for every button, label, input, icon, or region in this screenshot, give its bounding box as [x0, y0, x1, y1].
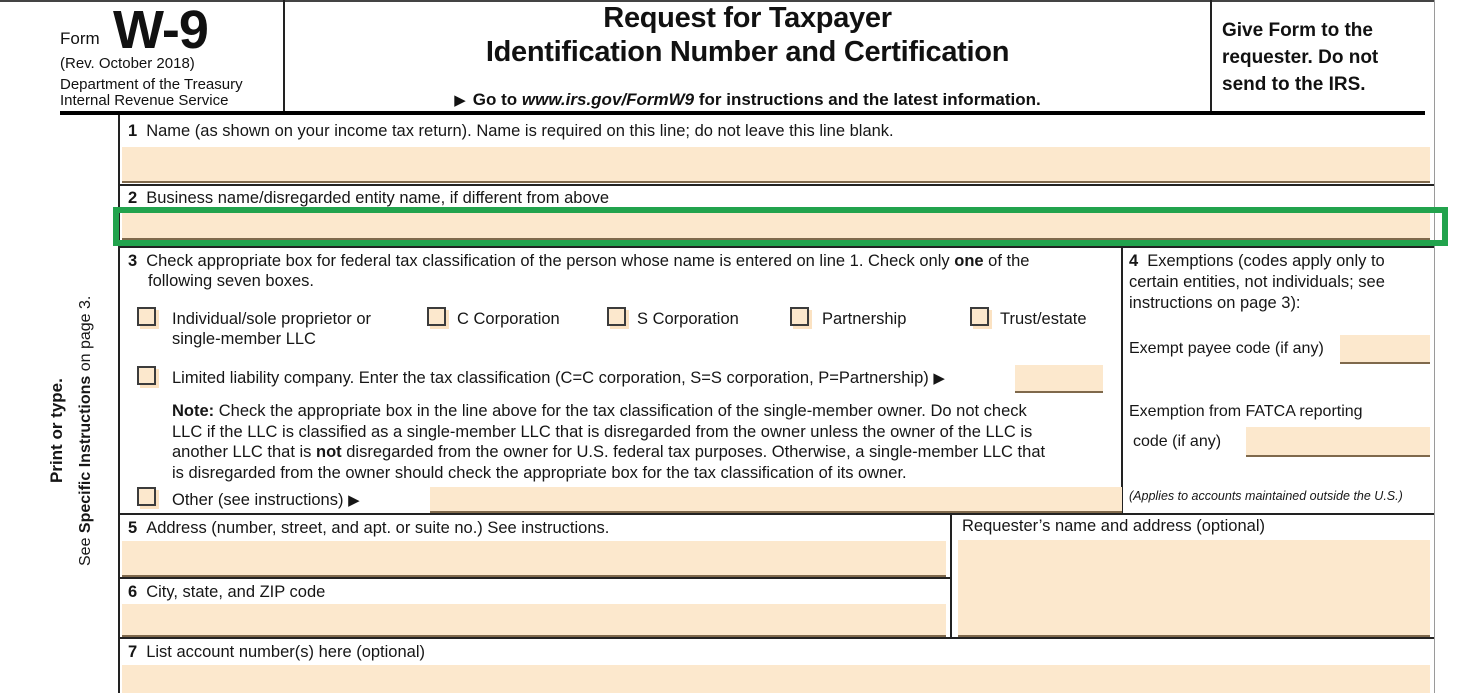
checkbox-individual-label-line1: Individual/sole proprietor or: [172, 310, 372, 328]
form-revision: (Rev. October 2018): [60, 55, 195, 72]
goto-instructions-line: [287, 90, 1208, 110]
checkbox-llc-label: Limited liability company. Enter the tax classification (C=C corporation, S=S corporation, P=Partnership) ▶: [172, 369, 945, 387]
fatca-label-line1: Exemption from FATCA reporting: [1129, 403, 1363, 420]
checkbox-trust-estate-label: Trust/estate: [1000, 310, 1087, 328]
fatca-label-line2: code (if any): [1133, 433, 1222, 450]
row-divider-2: [118, 246, 1434, 248]
form-left-border: [118, 115, 120, 693]
irs-url-text: www.irs.gov/FormW9: [521, 90, 695, 109]
other-input[interactable]: [430, 487, 1122, 513]
department-line: Department of the Treasury: [60, 76, 243, 93]
field4-number: 4: [1129, 252, 1139, 270]
row-divider-4: [118, 577, 950, 579]
see-instructions-text: See Specific Instructions on page 3.: [77, 295, 94, 567]
exempt-payee-code-input[interactable]: [1340, 335, 1430, 364]
checkbox-s-corporation[interactable]: [607, 307, 626, 326]
field2-label: 2 Business name/disregarded entity name, if different from above: [128, 189, 610, 207]
requester-label: Requester’s name and address (optional): [962, 517, 1265, 535]
field3-intro-line1: 3 Check appropriate box for federal tax classification of the person whose name is entered on line 1. Check only one of the: [128, 252, 1030, 270]
form-number-title: W-9: [113, 0, 208, 60]
service-line: Internal Revenue Service: [60, 92, 229, 109]
checkbox-other-label: Other (see instructions) ▶: [172, 491, 360, 509]
field1-label: 1 Name (as shown on your income tax return). Name is required on this line; do not leave this line blank.: [128, 122, 894, 140]
header-bottom-line: [60, 111, 1425, 115]
row-divider-5: [118, 637, 1434, 639]
goto-text-post: for instructions and the latest information.: [694, 90, 1041, 109]
checkbox-c-corporation[interactable]: [427, 307, 446, 326]
checkbox-other[interactable]: [137, 487, 156, 506]
fatca-code-input[interactable]: [1246, 427, 1430, 457]
llc-arrow-icon: ▶: [933, 370, 945, 387]
field3-number: 3: [128, 252, 138, 270]
field7-label: 7 List account number(s) here (optional): [128, 643, 425, 661]
header-divider-left: [283, 0, 285, 115]
header-divider-right: [1210, 0, 1212, 115]
checkbox-trust-estate[interactable]: [970, 307, 989, 326]
print-or-type-text: Print or type.: [47, 378, 66, 484]
requester-divider: [950, 513, 952, 637]
field1-number: 1: [128, 122, 138, 140]
field5-label: 5 Address (number, street, and apt. or suite no.) See instructions.: [128, 519, 610, 537]
give-form-note: Give Form to the requester. Do not send to the IRS.: [1222, 20, 1379, 95]
checkbox-individual[interactable]: [137, 307, 156, 326]
account-numbers-input[interactable]: [122, 665, 1430, 693]
checkbox-c-corporation-label: C Corporation: [457, 310, 560, 328]
exempt-payee-label: Exempt payee code (if any): [1129, 340, 1324, 357]
field3-intro-line2: following seven boxes.: [148, 272, 315, 290]
requester-name-address-input[interactable]: [958, 540, 1430, 637]
checkbox-individual-label-line2: single-member LLC: [172, 330, 316, 348]
form-title-line1: Request for Taxpayer: [603, 2, 892, 34]
name-input[interactable]: [122, 147, 1430, 183]
field7-number: 7: [128, 643, 138, 661]
goto-text-pre: Go to: [472, 90, 522, 109]
city-state-zip-input[interactable]: [122, 604, 946, 637]
checkbox-partnership-label: Partnership: [822, 310, 907, 328]
form-title-line2: Identification Number and Certification: [485, 36, 1010, 68]
section34-divider: [1121, 246, 1123, 513]
row-divider-3: [118, 513, 1434, 515]
row-divider-1: [118, 184, 1434, 186]
address-input[interactable]: [122, 541, 946, 577]
checkbox-s-corporation-label: S Corporation: [637, 310, 739, 328]
arrow-right-icon: ▶: [454, 92, 466, 109]
checkbox-llc[interactable]: [137, 366, 156, 385]
field3-note: Note: Check the appropriate box in the line above for the tax classification of the single-member owner. Do not check LLC if the LLC is classified as a single-member LLC that is disregarded from the owner unless the owner of the LLC is another LLC that is not disregarded from the owner for U.S. federal tax purposes. Otherwise, a single-member LLC that is disregarded from the owner should check the appropriate box for the tax classification of its owner.: [172, 402, 1046, 482]
field6-number: 6: [128, 583, 138, 601]
field6-label: 6 City, state, and ZIP code: [128, 583, 326, 601]
field5-number: 5: [128, 519, 138, 537]
sidebar-print-or-type: [42, 225, 100, 637]
page-right-edge: [1434, 0, 1435, 693]
field2-number: 2: [128, 189, 138, 207]
form-word-label: Form: [60, 29, 100, 48]
checkbox-partnership[interactable]: [790, 307, 809, 326]
field4-label: 4 Exemptions (codes apply only to certain entities, not individuals; see instructions on page 3):: [1129, 252, 1385, 312]
llc-classification-input[interactable]: [1015, 365, 1103, 393]
applies-note: (Applies to accounts maintained outside the U.S.): [1129, 489, 1403, 503]
other-arrow-icon: ▶: [348, 492, 360, 509]
business-name-input[interactable]: [122, 213, 1430, 240]
